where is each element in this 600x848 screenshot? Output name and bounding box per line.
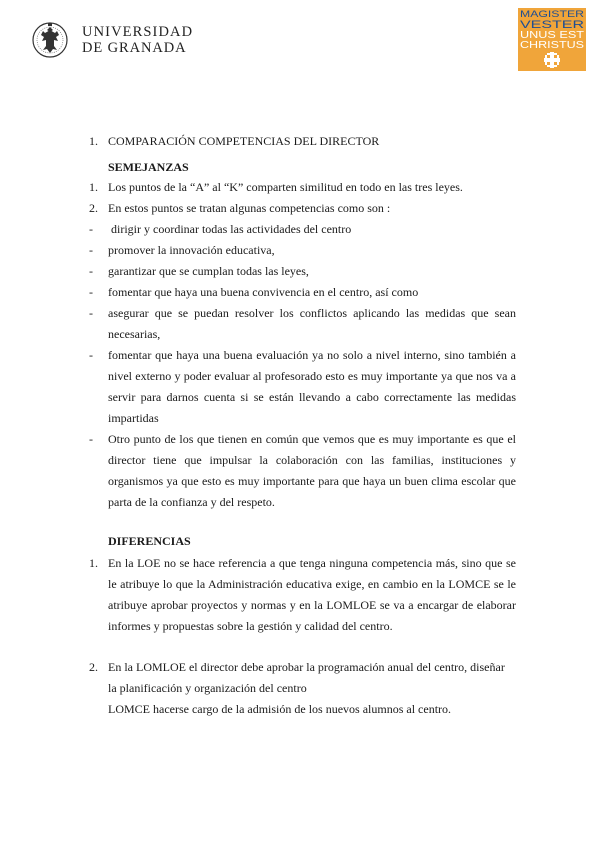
logo-line-4: CHRISTUS [520,40,585,51]
magister-logo [518,8,586,71]
university-name-line1: UNIVERSIDAD [82,24,194,40]
list-item-text: En estos puntos se tratan algunas competencias como son : [108,201,391,215]
bullet-marker: - [89,243,93,257]
bullet-text: fomentar que haya una buena evaluación ya no solo a nivel interno, sino también a nivel externo y poder evaluar al profesorado esto es muy importante ya que nos va a servir para darnos cuenta si se están llevando a cabo correctamente las medidas impartidas [108,348,516,425]
list-item-text: Los puntos de la “A” al “K” comparten similitud en todo en las tres leyes. [108,180,463,194]
list-number: 1. [89,556,98,570]
list-item-text: En la LOMLOE el director debe aprobar la programación anual del centro, diseñar la planificación y organización del centro [108,660,505,695]
page-header [0,0,600,80]
logo-line-3: UNUS EST [520,30,584,41]
university-name [82,24,193,56]
bullet-marker: - [89,306,93,320]
bullet-marker: - [89,285,93,299]
bullet-marker: - [89,264,93,278]
list-number: 2. [89,660,98,674]
diferencias-heading: DIFERENCIAS [108,534,191,548]
university-seal-icon [32,19,68,63]
bullet-marker: - [89,432,93,446]
list-item-extra-text: LOMCE hacerse cargo de la admisión de los nuevos alumnos al centro. [108,702,452,716]
bullet-marker: - [89,222,93,236]
logo-line-2: VESTER [520,19,585,31]
bullet-text: asegurar que se puedan resolver los conflictos aplicando las medidas que sean necesarias, [108,306,516,341]
logo-line-1: MAGISTER [520,9,585,19]
section-title-text: COMPARACIÓN COMPETENCIAS DEL DIRECTOR [108,134,380,148]
list-item-text: En la LOE no se hace referencia a que tenga ninguna competencia más, sino que se le atribuye lo que la Administración educativa exige, en cambio en la LOMCE se le atribuye aprobar proyectos y normas y en la LOMLOE se va a encargar de elaborar informes y propuestas sobre la gestión y calidad del centro. [108,556,516,633]
list-number: 2. [89,201,98,215]
bullet-text: dirigir y coordinar todas las actividades del centro [108,222,352,236]
section-number: 1. [89,134,98,148]
list-number: 1. [89,180,98,194]
bullet-text: Otro punto de los que tienen en común que vemos que es muy importante es que el director tiene que impulsar la colaboración con las familias, instituciones y organismos ya que esto es muy importante para que haya un buen clima escolar que parta de la confianza y del respeto. [108,432,516,509]
semejanzas-heading: SEMEJANZAS [108,160,189,174]
university-name-line2: DE GRANADA [82,40,187,56]
bullet-text: fomentar que haya una buena convivencia en el centro, así como [108,285,419,299]
bullet-text: garantizar que se cumplan todas las leyes, [108,264,309,278]
bullet-text: promover la innovación educativa, [108,243,275,257]
bullet-marker: - [89,348,93,362]
